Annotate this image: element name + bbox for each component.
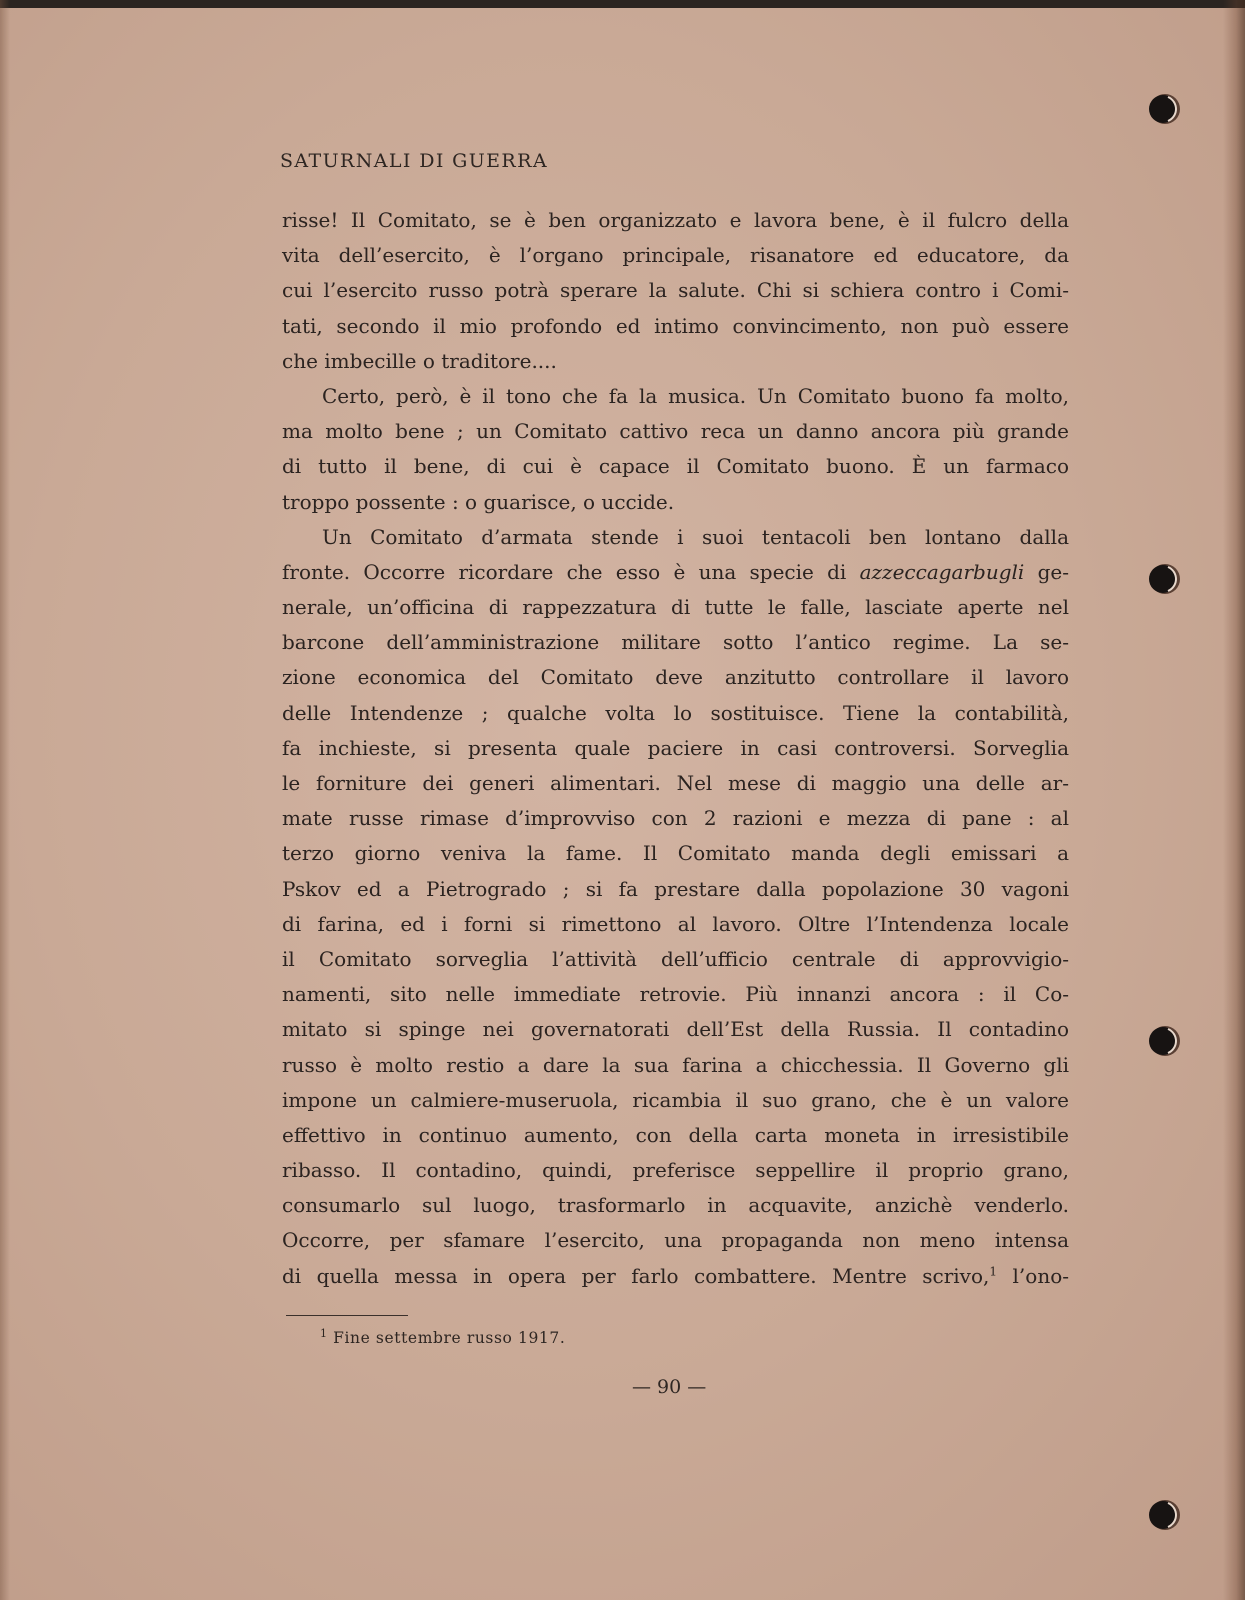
text-line-31-start: di quella messa in opera per farlo combattere. Mentre scrivo,: [282, 1263, 990, 1288]
punch-hole-icon: [1146, 1496, 1184, 1534]
text-line-25: russo è molto restio a dare la sua farina a chicchessia. Il Governo gli: [282, 1052, 1069, 1077]
footnote-reference: 1: [989, 1263, 998, 1278]
text-line-8: di tutto il bene, di cui è capace il Comitato buono. È un farmaco: [282, 454, 1069, 479]
text-line-17: le forniture dei generi alimentari. Nel mese di maggio una delle ar-: [282, 771, 1069, 795]
text-line-10: Un Comitato d’armata stende i suoi tentacoli ben lontano dalla: [322, 524, 1069, 549]
page-number: — 90 —: [632, 1376, 707, 1398]
text-line-11: [282, 555, 1069, 590]
footnote-marker: 1: [320, 1327, 328, 1340]
text-line-30: Occorre, per sfamare l’esercito, una propaganda non meno intensa: [282, 1228, 1069, 1253]
text-line-27: effettivo in continuo aumento, con della carta moneta in irresistibile: [282, 1122, 1069, 1147]
text-line-15: delle Intendenze ; qualche volta lo sostituisce. Tiene la contabilità,: [282, 700, 1069, 725]
body-text: [282, 203, 1069, 1294]
text-line-16: fa inchieste, si presenta quale paciere in casi controversi. Sorveglia: [282, 735, 1069, 760]
text-line-31: [282, 1259, 1069, 1294]
scan-left-edge: [0, 0, 10, 1600]
text-line-11-start: fronte. Occorre ricordare che esso è una specie di: [282, 559, 860, 584]
text-line-24: mitato si spinge nei governatorati dell’Est della Russia. Il contadino: [282, 1017, 1069, 1042]
punch-hole-icon: [1146, 90, 1184, 128]
text-line-4: tati, secondo il mio profondo ed intimo convincimento, non può essere: [282, 313, 1069, 338]
footnote-rule: [286, 1315, 408, 1316]
text-line-1: risse! Il Comitato, se è ben organizzato e lavora bene, è il fulcro della: [282, 208, 1069, 232]
text-line-3: cui l’esercito russo potrà sperare la salute. Chi si schiera contro i Comi-: [282, 278, 1069, 303]
punch-hole-icon: [1146, 560, 1184, 598]
text-line-28: ribasso. Il contadino, quindi, preferisce seppellire il proprio grano,: [282, 1158, 1069, 1183]
text-line-9: troppo possente : o guarisce, o uccide.: [282, 489, 675, 514]
text-line-31-end: l’ono-: [997, 1263, 1069, 1288]
text-line-22: il Comitato sorveglia l’attività dell’ufficio centrale di approvvigio-: [282, 946, 1069, 971]
text-line-12: nerale, un’officina di rappezzatura di tutte le falle, lasciate aperte nel: [282, 595, 1069, 620]
text-line-18: mate russe rimase d’improvviso con 2 razioni e mezza di pane : al: [282, 806, 1069, 831]
text-line-19: terzo giorno veniva la fame. Il Comitato manda degli emissari a: [282, 841, 1069, 866]
text-line-13: barcone dell’amministrazione militare sotto l’antico regime. La se-: [282, 630, 1069, 655]
text-line-14: zione economica del Comitato deve anzitutto controllare il lavoro: [282, 665, 1069, 690]
scan-top-edge: [0, 0, 1245, 8]
text-line-26: impone un calmiere-museruola, ricambia il suo grano, che è un valore: [282, 1087, 1069, 1112]
text-line-29: consumarlo sul luogo, trasformarlo in acquavite, anzichè venderlo.: [282, 1193, 1069, 1218]
text-line-6: Certo, però, è il tono che fa la musica. Un Comitato buono fa molto,: [322, 383, 1069, 408]
punch-hole-icon: [1146, 1022, 1184, 1060]
text-line-23: namenti, sito nelle immediate retrovie. Più innanzi ancora : il Co-: [282, 982, 1069, 1007]
footnote-text: Fine settembre russo 1917.: [327, 1329, 566, 1348]
footnote: [320, 1327, 565, 1347]
text-line-11-end: ge-: [1024, 559, 1069, 584]
text-line-5: che imbecille o traditore....: [282, 348, 557, 373]
italic-term: azzeccagarbugli: [859, 559, 1025, 584]
text-line-21: di farina, ed i forni si rimettono al lavoro. Oltre l’Intendenza locale: [282, 911, 1069, 936]
text-line-7: ma molto bene ; un Comitato cattivo reca un danno ancora più grande: [282, 419, 1069, 444]
text-line-20: Pskov ed a Pietrogrado ; si fa prestare dalla popolazione 30 vagoni: [282, 876, 1069, 901]
text-line-2: vita dell’esercito, è l’organo principale, risanatore ed educatore, da: [282, 243, 1069, 268]
running-head: SATURNALI DI GUERRA: [280, 150, 548, 172]
scan-right-edge: [1223, 0, 1245, 1600]
